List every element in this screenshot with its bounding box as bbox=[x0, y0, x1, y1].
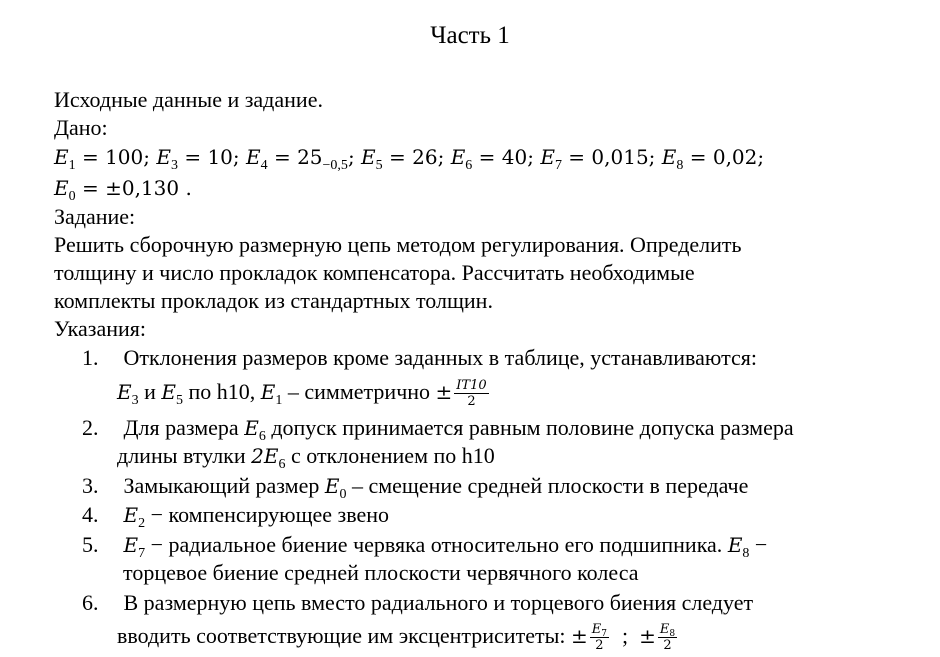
note-5-dash: − bbox=[749, 532, 768, 557]
var-e6: E bbox=[244, 416, 259, 440]
sub-4: 4 bbox=[260, 158, 268, 173]
text-symmetric: – симметрично bbox=[282, 379, 436, 404]
sub-1: 1 bbox=[68, 158, 76, 173]
sub-6: 6 bbox=[278, 457, 286, 472]
var-e1: E bbox=[260, 380, 276, 404]
var-e0: E bbox=[324, 474, 340, 498]
separator: ; bbox=[610, 623, 640, 648]
text-h10: по h10, bbox=[183, 379, 261, 404]
fraction-e7-half bbox=[590, 622, 609, 653]
task-label: Задание: bbox=[54, 204, 136, 229]
intro-text: Исходные данные и задание. bbox=[54, 87, 323, 112]
sub-7: 7 bbox=[138, 546, 146, 561]
text-and: и bbox=[138, 379, 162, 404]
note-3-text-b: – смещение средней плоскости в передаче bbox=[346, 473, 749, 498]
note-6-text-a: В размерную цепь вместо радиального и торцевого биения следует bbox=[123, 590, 754, 615]
var-e0: E bbox=[54, 176, 69, 200]
note-5-text-a: − радиальное биение червяка относительно его подшипника. bbox=[145, 532, 728, 557]
note-5-number: 5. bbox=[82, 532, 99, 557]
var-e5: E bbox=[361, 145, 376, 169]
task-line-1: Решить сборочную размерную цепь методом регулирования. Определить bbox=[54, 232, 742, 257]
val-e5: = 26; bbox=[382, 145, 451, 169]
var-e6: E bbox=[450, 145, 466, 169]
note-3-number: 3. bbox=[82, 473, 99, 498]
sub-3: 3 bbox=[131, 393, 139, 408]
fraction-numerator bbox=[658, 622, 677, 638]
note-6-text-b: вводить соответствующие им эксцентриситеты: bbox=[117, 623, 571, 648]
given-label: Дано: bbox=[54, 115, 108, 140]
note-1-line-1 bbox=[82, 344, 757, 372]
fraction-denominator: 2 bbox=[467, 394, 476, 410]
sub-3: 3 bbox=[170, 158, 178, 173]
given-values-line-2 bbox=[54, 174, 192, 202]
sub-5: 5 bbox=[375, 158, 383, 173]
note-6-line-2 bbox=[117, 622, 679, 653]
note-2-text-b: допуск принимается равным половине допуска размера bbox=[265, 415, 794, 440]
note-2-text-c: длины втулки bbox=[117, 443, 252, 468]
val-e3: = 10; bbox=[177, 145, 246, 169]
plus-minus-sign: ± bbox=[435, 380, 453, 404]
note-2-text-a: Для размера bbox=[123, 415, 245, 440]
sub-0: 0 bbox=[68, 189, 76, 204]
sub-7: 7 bbox=[554, 158, 562, 173]
val-e6: = 40; bbox=[472, 145, 541, 169]
var-e7: E bbox=[540, 145, 555, 169]
fraction-numerator bbox=[590, 622, 609, 638]
sub-8: 8 bbox=[742, 546, 750, 561]
var-e2: E bbox=[123, 503, 139, 527]
var-e3: E bbox=[117, 380, 132, 404]
fraction-e8-half bbox=[658, 622, 677, 653]
note-2-number: 2. bbox=[82, 415, 99, 440]
plus-minus-sign: ± bbox=[570, 624, 588, 648]
var-e8: E bbox=[727, 533, 743, 557]
var-e4: E bbox=[246, 145, 261, 169]
note-4 bbox=[82, 501, 389, 529]
task-line-3: комплекты прокладок из стандартных толщин. bbox=[54, 288, 493, 313]
sep-e4: ; bbox=[347, 145, 362, 169]
sub-5: 5 bbox=[176, 393, 183, 408]
sub-8: 8 bbox=[676, 158, 684, 173]
val-e1: = 100; bbox=[75, 145, 157, 169]
note-3-text-a: Замыкающий размер bbox=[123, 473, 325, 498]
note-1-number: 1. bbox=[82, 345, 99, 370]
val-e7: = 0,015; bbox=[561, 145, 662, 169]
fraction-denominator: 2 bbox=[663, 638, 672, 654]
note-2-text-d: с отклонением по h10 bbox=[285, 443, 495, 468]
sub-1: 1 bbox=[275, 393, 283, 408]
sub-0: 0 bbox=[339, 487, 347, 502]
notes-label: Указания: bbox=[54, 316, 146, 341]
sub-8: 8 bbox=[669, 629, 676, 640]
note-5-line-1 bbox=[82, 531, 767, 559]
plus-minus-sign: ± bbox=[639, 624, 656, 648]
note-2-line-2 bbox=[117, 442, 495, 470]
tolerance-e4: −0,5 bbox=[322, 158, 348, 173]
var-e3: E bbox=[156, 145, 171, 169]
fraction-it10 bbox=[454, 378, 488, 409]
task-line-2: толщину и число прокладок компенсатора. Рассчитать необходимые bbox=[54, 260, 695, 285]
given-values-line-1 bbox=[54, 143, 764, 171]
sub-2: 2 bbox=[138, 516, 146, 531]
var-e5: E bbox=[161, 380, 176, 404]
note-1-text: Отклонения размеров кроме заданных в таблице, устанавливаются: bbox=[123, 345, 757, 370]
var-e7: E bbox=[123, 533, 139, 557]
note-1-line-2 bbox=[117, 378, 491, 409]
sub-6: 6 bbox=[258, 429, 266, 444]
note-5-line-2: торцевое биение средней плоскости червячного колеса bbox=[123, 560, 639, 585]
var-e1: E bbox=[54, 145, 69, 169]
var-e7: E bbox=[591, 622, 602, 638]
sub-6: 6 bbox=[465, 158, 473, 173]
sub-7: 7 bbox=[601, 629, 607, 640]
val-e8: = 0,02; bbox=[683, 145, 765, 169]
page-title: Часть 1 bbox=[430, 22, 510, 49]
var-e8: E bbox=[659, 622, 670, 638]
fraction-numerator: IT10 bbox=[456, 378, 487, 394]
note-4-number: 4. bbox=[82, 502, 99, 527]
fraction-denominator: 2 bbox=[595, 638, 604, 654]
note-6-number: 6. bbox=[82, 590, 99, 615]
var-e8: E bbox=[661, 145, 677, 169]
note-6-line-1 bbox=[82, 589, 753, 617]
note-2-line-1 bbox=[82, 414, 794, 442]
val-e0: = ±0,130 . bbox=[75, 176, 192, 200]
note-4-text: − компенсирующее звено bbox=[145, 502, 390, 527]
val-e4: = 25 bbox=[267, 145, 323, 169]
var-2e6: 2E bbox=[251, 444, 279, 468]
note-3 bbox=[82, 472, 748, 500]
